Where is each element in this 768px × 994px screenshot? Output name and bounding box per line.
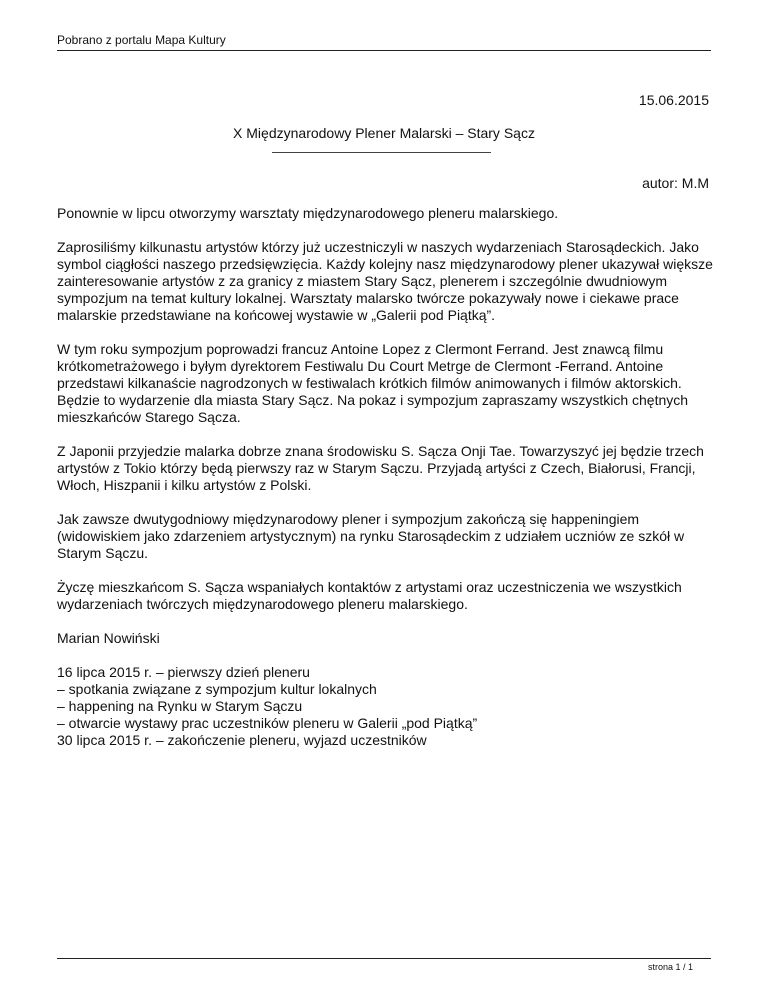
page-number: strona 1 / 1	[647, 962, 693, 972]
schedule-item: 16 lipca 2015 r. – pierwszy dzień pleneru	[57, 664, 310, 680]
paragraph-japan: Z Japonii przyjedzie malarka dobrze znana środowisku S. Sącza Onji Tae. Towarzyszyć jej będzie trzech artystów z Tokio którzy będą pierwszy raz w Starym Sączu. Przyjadą artyści z Czech, Białorusi, Francji, Włoch, Hiszpanii i kilku artystów z Polski.	[57, 443, 704, 493]
document-author: autor: M.M	[642, 175, 709, 191]
signature: Marian Nowiński	[57, 630, 160, 646]
paragraph-intro: Ponownie w lipcu otworzymy warsztaty międzynarodowego pleneru malarskiego.	[57, 205, 559, 221]
paragraph-wishes: Życzę mieszkańcom S. Sącza wspaniałych kontaktów z artystami oraz uczestniczenia we wszystkich wydarzeniach twórczych międzynarodowego pleneru malarskiego.	[57, 579, 682, 612]
paragraph-symposium: W tym roku sympozjum poprowadzi francuz Antoine Lopez z Clermont Ferrand. Jest znawcą filmu krótkometrażowego i byłym dyrektorem Festiwalu Du Court Metrge de Clermont -Ferrand. Antoine przedstawi kilkanaście nagrodzonych w festiwalach krótkich filmów animowanych i filmów aktorskich. Będzie to wydarzenie dla miasta Stary Sącz. Na pokaz i sympozjum zapraszamy wszystkich chętnych mieszkańców Starego Sącza.	[57, 341, 689, 425]
schedule-list	[57, 664, 717, 749]
document-body	[57, 205, 717, 749]
schedule-item: 30 lipca 2015 r. – zakończenie pleneru, wyjazd uczestników	[57, 732, 427, 748]
schedule-item: – happening na Rynku w Starym Sączu	[57, 698, 303, 714]
paragraph-invited-artists: Zaprosiliśmy kilkunastu artystów którzy już uczestniczyli w naszych wydarzeniach Starosądeckich. Jako symbol ciągłości naszego przedsięwzięcia. Każdy kolejny nasz międzynarodowy plener ukazywał większe zainteresowanie artystów z za granicy z miastem Stary Sącz, plenerem i szczególnie dwudniowym sympozjum na temat kultury lokalnej. Warsztaty malarsko twórcze pokazywały nowe i ciekawe prace malarskie przedstawiane na końcowej wystawie w „Galerii pod Piątką”.	[57, 239, 713, 323]
paragraph-happening: Jak zawsze dwutygodniowy międzynarodowy plener i sympozjum zakończą się happeningiem (widowiskiem jako zdarzeniem artystycznym) na rynku Starosądeckim z udziałem uczniów ze szkół w Starym Sączu.	[57, 511, 685, 561]
schedule-item: – otwarcie wystawy prac uczestników pleneru w Galerii „pod Piątką”	[57, 715, 478, 731]
header-source: Pobrano z portalu Mapa Kultury	[57, 33, 226, 47]
schedule-item: – spotkania związane z sympozjum kultur lokalnych	[57, 681, 377, 697]
header-divider	[57, 50, 711, 51]
footer-divider	[57, 958, 711, 959]
title-underline	[272, 152, 491, 153]
document-date: 15.06.2015	[638, 92, 709, 108]
document-title: X Międzynarodowy Plener Malarski – Stary Sącz	[233, 125, 535, 141]
